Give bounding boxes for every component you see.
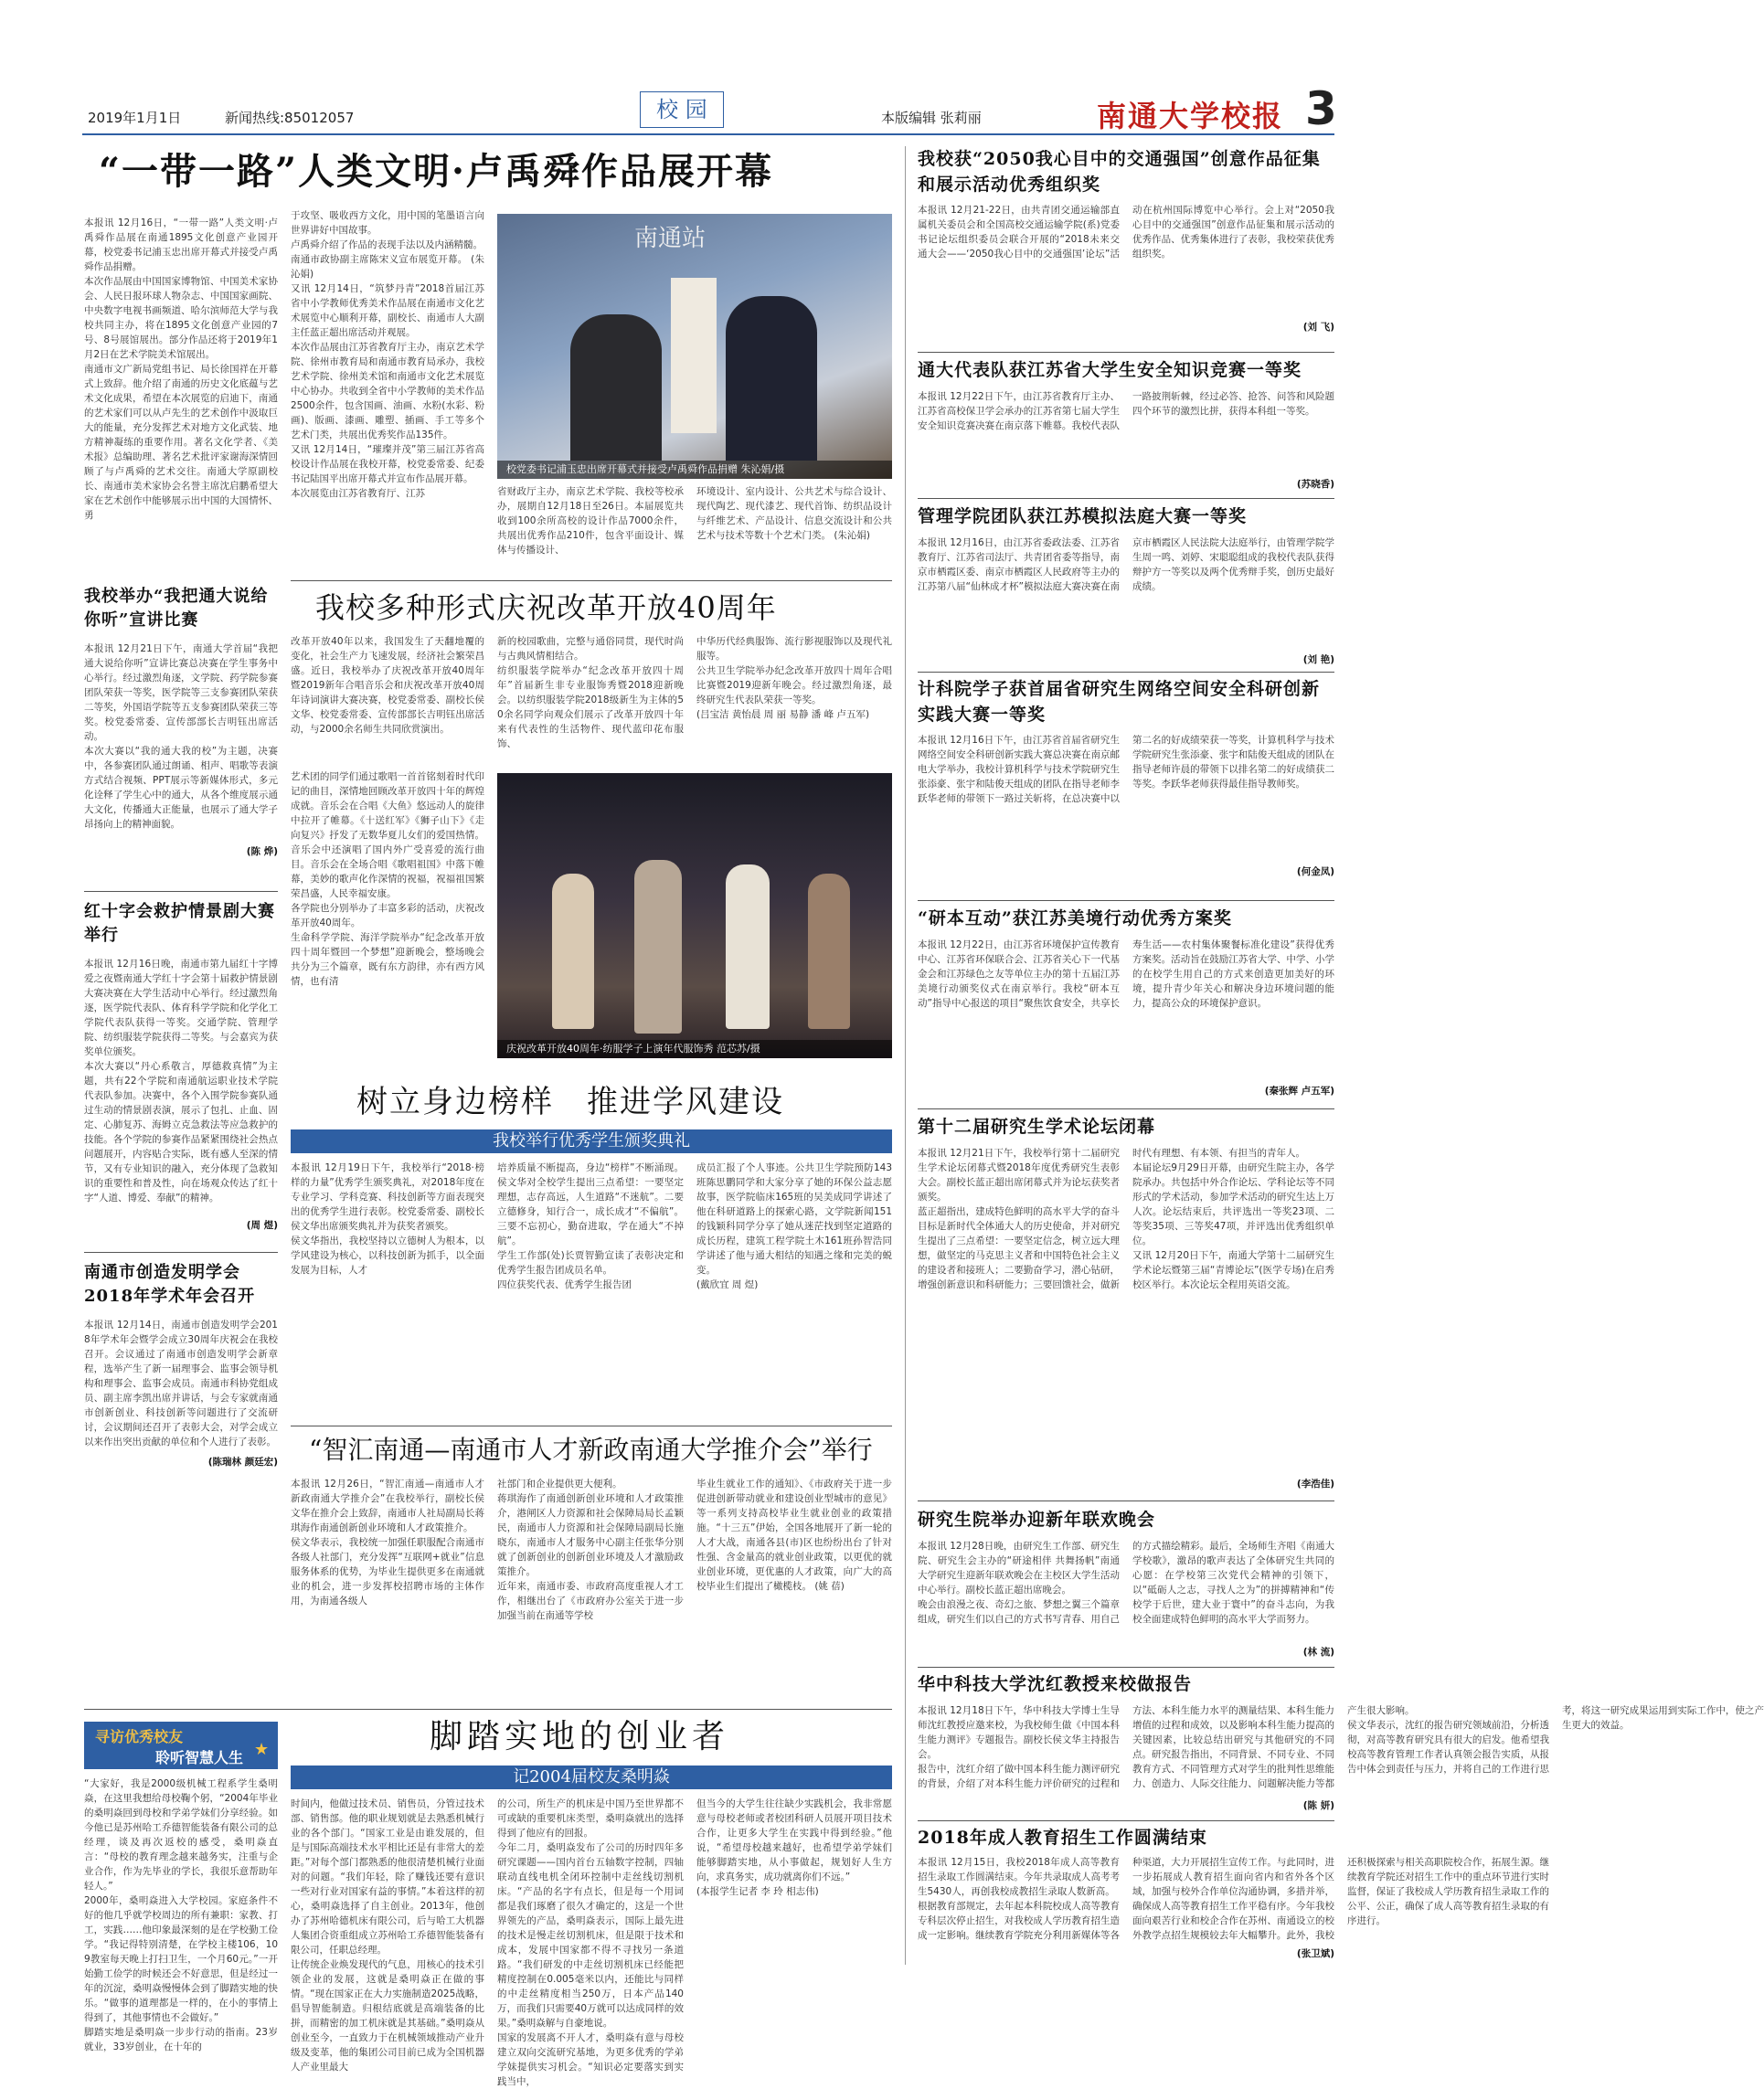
lecture-article: [918, 1670, 1764, 1817]
banner-top: 寻访优秀校友: [95, 1728, 184, 1745]
article-byline: (陈 妍): [1302, 1800, 1334, 1811]
party-article: [918, 1506, 1334, 1663]
divider: [291, 580, 892, 581]
divider: [918, 352, 1334, 353]
page-header: [0, 0, 1411, 137]
divider: [918, 1820, 1334, 1821]
expo-col-3: 省财政厅主办，南京艺术学院、我校等校承办，展期自12月18日至26日。本届展览共收到100余所高校的设计作品7000余件，共展出优秀作品210件，包含平面设计、媒体与传播设计、: [497, 486, 684, 556]
article-title: 研究生院举办迎新年联欢晚会: [918, 1510, 1156, 1530]
article-body: 本报讯 12月22日下午，由江苏省教育厅主办、江苏省高校保卫学会承办的江苏省第七届大学生安全知识竞赛决赛在南京落下帷幕。我校代表队一路披荆斩棘，经过必答、抢答、问答和风险题四个环节的激烈比拼，获得本科组一等奖。: [918, 391, 1334, 431]
article-body: 本报讯 12月14日，南通市创造发明学会2018年学术年会暨学会成立30周年庆祝会在我校召开。会议通过了南通市创造发明学会新章程，选举产生了新一届理事会、监事会领导机构和理事会、监事会成员。南通市科协党组成员、副主席李凯出席并讲话，与会专家就南通市创新创业、科技创新等问题进行了交流研讨，会议期间还召开了表彰大会，对学会成立以来作出突出贡献的单位和个人进行了表彰。: [84, 1320, 278, 1447]
traffic-article: [918, 146, 1334, 349]
article-byline: (苏晓香): [1296, 479, 1334, 490]
divider: [918, 672, 1334, 673]
entrepreneur-col-1: “大家好，我是2000级机械工程系学生桑明焱，在这里我想给母校鞠个躬，“2004年毕业的桑明焱回到母校和学弟学妹们分享经验。如今他已是苏州哈工乔德智能装备有限公司的总经理，谈及再次返校的感受，桑明焱直言：“母校的教育理念越来越务实，注重与企业合作，作为先毕业的学长，我很乐意帮助年轻人。” 2000年，桑明焱进入大学校园。家庭条件不好的他几乎就学校周边的所有兼职：家教、打工，实践……他印象最深刻的是在学校勤工俭学。“我记得特别清楚，在学校主楼106，109教室每天晚上打扫卫生，一个月60元。”一开始勤工俭学的时候还会不好意思，但是经过一年的沉淀，桑明焱慢慢体会到了脚踏实地的快乐。“做事的道理都是一样的，在小的事情上得到了，其他事情也不会做好。” 脚踏实地是桑明焱一步步行动的指南。23岁就业，33岁创业，在十年的: [84, 1778, 278, 2052]
article-byline: (林 流): [1302, 1647, 1334, 1658]
news-hotline: 新闻热线:85012057: [225, 110, 355, 126]
expo-headline: “一带一路”人类文明·卢禹舜作品展开幕: [99, 150, 773, 193]
cyber-article: [918, 676, 1334, 905]
article-body: 本报讯 12月16日晚，南通市第九届红十字博爱之夜暨南通大学红十字会第十届救护情景剧大赛决赛在大学生活动中心举行。经过激烈角逐，医学院代表队、体育科学学院和化学化工学院代表队获得一等奖。交通学院、管理学院、纺织服装学院获得二等奖。与会嘉宾为获奖单位颁奖。 本次大赛以“丹心系敬言，厚德救真情”为主题，共有22个学院和南通航运职业技术学院代表队参加。决赛中，各个入围学院参赛队通过生动的情景剧表演，展示了包扎、止血、固定、心肺复苏、海姆立克急救法等应急救护的技能。各个学院的参赛作品紧紧围绕社会热点问题展开，内容贴合实际，既有感人至深的情节，又有专业知识的融入，充分体现了急救知识的重要性和普及性，向在场观众传达了红十字“人道、博爱、奉献”的精神。: [84, 959, 278, 1204]
reform-col-1: 改革开放40年以来，我国发生了天翻地覆的变化，社会生产力飞速发展，经济社会繁荣昌盛。近日，我校举办了庆祝改革开放40周年暨2019新年合唱音乐会和庆祝改革开放40周年诗词演讲大赛决赛，校党委常委、副校长侯文华、校党委常委、宣传部部长吉明钰出席活动，与2000余名师生共同欣赏演出。: [291, 636, 484, 735]
awards-col-1: 本报讯 12月19日下午，我校举行“2018·榜样的力量”优秀学生颁奖典礼，对2018年度在专业学习、学科竞赛、科技创新等方面表现突出的优秀学生进行表彰。校党委常委、副校长侯文华出席颁奖典礼并为获奖者颁奖。 侯文华指出，我校坚持以立德树人为根本，以学风建设为核心，以科技创新为抓手，以全面发展为目标，人才: [291, 1162, 484, 1276]
speech-contest-article: [84, 585, 278, 882]
reform-col-2: 艺术团的同学们通过歌唱一首首铭刻着时代印记的曲目，深情地回顾改革开放四十年的辉煌成就。音乐会在合唱《大鱼》悠远动人的旋律中拉开了帷幕。《十送红军》《狮子山下》《走向复兴》抒发了无数华夏儿女们的爱国热情。音乐会中还演唱了国内外广受喜爱的流行曲目。音乐会在全场合唱《歌唱祖国》中落下帷幕，美妙的歌声化作深情的祝福，祝福祖国繁荣昌盛，人民幸福安康。 各学院也分别举办了丰富多彩的活动，庆祝改革开放40周年。 生命科学学院、海洋学院举办“纪念改革开放四十周年暨回一个梦想”迎新晚会，整场晚会共分为三个篇章，既有东方韵律，亦有西方风情，也有清: [291, 771, 484, 987]
entrepreneur-col-2: 时间内，他做过技术员、销售员，分管过技术部、销售部。他的职业规划就是去熟悉机械行业的各个部门。“国家工业是由谁发展的，但是与国际高端技术水平相比还是有非常大的差距。”对每个部门都熟悉的他很清楚机械行业面对的问题。“我们年轻，除了赚钱还要有意识一些对行业对国家有益的事情。”本着这样的初心，桑明焱选择了自主创业。2013年，他创办了苏州哈德机床有限公司，后与哈工大机器人集团合资重组成立苏州哈工乔德智能装备有限公司，任职总经理。 让传统企业焕发现代的气息，用核心的技术引领企业的发展，这就是桑明焱正在做的事情。“现在国家正在大力实施制造2025战略，倡导智能制造。归根结底就是高端装备的比拼，而精密的加工机床就是其基础。”桑明焱从创业至今，一直致力于在机械领域推动产业升级及变革，他的集团公司目前已成为全国机器人产业里最大: [291, 1798, 484, 2073]
entrepreneur-headline: 脚踏实地的创业者: [430, 1718, 730, 1755]
reform-col-3: 新的校园歌曲，完整与通俗同贯，现代时尚与古典风情相结合。 纺织服装学院举办“纪念改革开放四十周年”首届新生非专业服饰秀暨2018迎新晚会。以纺织服装学院2018级新生为主体的50余名同学向观众们展示了改革开放四十年来有代表性的生活物件、现代蓝印花布服饰、: [497, 636, 684, 749]
article-body: 本报讯 12月28日晚，由研究生工作部、研究生院、研究生会主办的“研途相伴 共舞扬帆”南通大学研究生迎新年联欢晚会在主校区大学生活动中心举行。副校长蓝正超出席晚会。 晚会由浪漫之夜、奇幻之旅、梦想之翼三个篇章组成，研究生们以自己的方式书写青春、用自己的方式描绘精彩。最后，全场师生齐唱《南通大学校歌》，激昂的歌声表达了全体研究生共同的心愿：在学校第三次党代会精神的引领下，以“砥砺人之志，寻找人之为”的拼搏精神和“传校学于后世，建大业于寰中”的奋斗志向，为我校全面建成特色鲜明的高水平大学而努力。: [918, 1541, 1334, 1625]
article-title: 通大代表队获江苏省大学生安全知识竞赛一等奖: [918, 360, 1302, 380]
talent-headline: “智汇南通—南通市人才新政南通大学推介会”举行: [309, 1435, 873, 1465]
article-byline: (陈瑞林 颜廷宏): [207, 1457, 278, 1468]
article-body: 本报讯 12月21日下午，南通大学首届“我把通大说给你听”宣讲比赛总决赛在学生事务中心举行。经过激烈角逐，文学院、药学院参赛团队荣获一等奖，医学院等三支参赛团队荣获二等奖，外国语学院等五支参赛团队荣获三等奖。校党委常委、宣传部部长吉明钰出席活动。 本次大赛以“我的通大我的校”为主题，决赛中，各参赛团队通过朗诵、相声、唱歌等表演方式结合视频、PPT展示等新媒体形式，多元化诠释了学生心中的通大，从各个维度展示通大文化，传播通大正能量，也展示了通大学子昂扬向上的精神面貌。: [84, 643, 278, 830]
talent-col-1: 本报讯 12月26日，“智汇南通—南通市人才新政南通大学推介会”在我校举行，副校长侯文华在推介会上致辞，南通市人社局副局长蒋琪海作南通创新创业环境和人才政策推介。 侯文华表示，我校统一加强任职服配合南通市各级人社部门，充分发挥“互联网+就业”信息服务体系的优势，为毕业生提供更多在南通就业的机会，进一步发挥校招聘市场的主体作用，为南通各级人: [291, 1479, 484, 1607]
expo-photo: [497, 214, 892, 479]
article-byline: (周 煜): [246, 1220, 278, 1231]
divider: [918, 1108, 1334, 1109]
photo-caption: 庆祝改革开放40周年·纺服学子上演年代服饰秀 范芯苏/摄: [497, 1040, 892, 1058]
article-body: 本报讯 12月18日下午，华中科技大学博士生导师沈红教授应邀来校，为我校师生做《中国本科生能力测评》专题报告。副校长侯文华主持报告会。 报告中，沈红介绍了做中国本科生能力测评研究的背景，介绍了对本科生能力评价研究的过程和方法、本科生能力水平的测量结果、本科生能力增值的过程和成效，以及影响本科生能力提高的关键因素，比较总结出研究与其他研究的不同点。研究报告指出，不同背景、不同专业、不同教育方式、不同管理方式对学生的批判性思维能力、创造力、人际交往能力、问题解决能力等都产生很大影响。 侯文华表示，沈红的报告研究领域前沿，分析透彻，对高等教育研究具有很大的启发。他希望我校高等教育管理工作者认真领会报告实质，从报告中体会到责任与压力，并将自己的工作进行思考，将这一研究成果运用到实际工作中，使之产生更大的效益。: [918, 1705, 1764, 1789]
entrepreneur-col-4: 但当今的大学生往往缺少实践机会，我非常愿意与母校老师或者校团科研人员展开项目技术合作，让更多大学生在实践中得到经验。”他说，“希望母校越来越好，也希望学弟学妹们能够脚踏实地，从小事做起，规划好人生方向，求真务实，成功就离你们不远。” (本报学生记者 李 玲 相志伟): [696, 1798, 892, 1897]
header-rule: [82, 133, 1334, 135]
article-title: 2018年成人教育招生工作圆满结束: [918, 1828, 1207, 1848]
paper-name: 南通大学校报: [1097, 99, 1284, 133]
scroll: [671, 278, 717, 433]
page-number: 3: [1305, 82, 1337, 135]
article-title: 南通市创造发明学会2018年学术年会召开: [84, 1263, 256, 1306]
person-left: [570, 314, 662, 461]
article-byline: (秦张辉 卢五军): [1264, 1086, 1334, 1097]
banner-bottom: 聆听智慧人生: [155, 1749, 244, 1766]
awards-headline: 树立身边榜样 推进学风建设: [356, 1084, 784, 1120]
article-body: 本报讯 12月15日，我校2018年成人高等教育招生录取工作圆满结束。今年共录取成人高考考生5430人，再创我校成教招生录取人数新高。 根据教育部规定，去年起本科院校成人高等教育专科层次停止招生，对我校成人学历教育招生造成一定影响。继续教育学院充分利用新媒体等各种渠道，大力开展招生宣传工作。与此同时，进一步拓展成人教育招生面向省内和省外各个区域，加强与校外合作单位沟通协调，多措并举，确保成人高等教育招生工作平稳有序。今年我校面向艰苦行业和校企合作在苏州、南通设立的校外教学点招生规模较去年大幅攀升。此外，我校还积极探索与相关高职院校合作，拓展生源。继续教育学院还对招生工作中的重点环节进行实时监督，保证了我校成人学历教育招生录取工作的公平、公正，确保了成人高等教育招生录取的有序进行。: [918, 1857, 1549, 1941]
awards-col-2: 培养质量不断提高，身边“榜样”不断涌现。侯文华对全校学生提出三点希望：一要坚定理想，志存高远，人生道路“不迷航”。二要立德修身，知行合一，成长成才“不偏航”。三要不忘初心，勤奋进取，学在通大“不掉航”。 学生工作部(处)长贾智勤宣读了表彰决定和优秀学生报告团成员名单。 四位获奖代表、优秀学生报告团: [497, 1162, 684, 1290]
fashion-show-photo: [497, 773, 892, 1058]
model: [634, 860, 682, 1034]
article-title: 华中科技大学沈红教授来校做报告: [918, 1674, 1193, 1694]
person-right: [726, 296, 817, 461]
article-byline: (陈 烨): [246, 846, 278, 857]
article-body: 本报讯 12月21-22日，由共青团交通运输部直属机关委员会和全国高校交通运输学院(系)党委书记论坛组织委员会联合开展的“2018未来交通大会——‘2050我心目中的交通强国’论坛”活动在杭州国际博览中心举行。会上对“2050我心目中的交通强国”创意作品征集和展示活动的优秀作品、优秀集体进行了表彰，我校荣获优秀组织奖。: [918, 205, 1334, 260]
expo-col-4: 环境设计、室内设计、公共艺术与综合设计、现代陶艺、现代漆艺、现代首饰、纺织品设计与纤维艺术、产品设计、信息交流设计和公共艺术与技术等数十个艺术门类。 (朱沁娟): [696, 486, 892, 541]
article-byline: (张卫斌): [1296, 1948, 1334, 1959]
page-editor: 本版编辑 张莉丽: [881, 110, 982, 126]
article-title: “研本互动”获江苏美境行动优秀方案奖: [918, 908, 1232, 928]
article-byline: (李浩佳): [1296, 1479, 1334, 1490]
article-title: 红十字会救护情景剧大赛举行: [84, 902, 275, 945]
article-byline: (刘 艳): [1302, 654, 1334, 665]
reform-headline: 我校多种形式庆祝改革开放40周年: [315, 590, 777, 625]
article-body: 本报讯 12月22日，由江苏省环境保护宣传教育中心、江苏省环保联合会、江苏省关心下一代基金会和江苏绿色之友等单位主办的第十五届江苏美境行动颁奖仪式在南京举行。我校“研本互动”指导中心报送的项目“聚焦饮食安全，共享长寿生活——农村集体聚餐标准化建设”获得优秀方案奖。活动旨在鼓励江苏省大学、中学、小学的在校学生用自己的方式来创造更加美好的环境，提升青少年关心和解决身边环境问题的能力，提高公众的环境保护意识。: [918, 939, 1334, 1009]
creation-society-article: [84, 1261, 278, 1480]
awards-subtitle: 我校举行优秀学生颁奖典礼: [291, 1129, 892, 1153]
star-icon: ★: [254, 1740, 270, 1759]
talent-col-3: 毕业生就业工作的通知》、《市政府关于进一步促进创新带动就业和建设创业型城市的意见》等一系列支持高校毕业生就业创业的政策措施。“十三五”伊始，全国各地展开了新一轮的人才大战，南通各县(市)区也纷纷出台了针对性强、含金量高的就业创业政策，以更优的就业创业环境，更优惠的人才政策，向广大的高校毕业生们提出了橄榄枝。 (姚 蓓): [696, 1479, 892, 1592]
entrepreneur-subtitle: 记2004届校友桑明焱: [291, 1766, 892, 1789]
divider: [84, 1709, 892, 1710]
article-byline: (何金凤): [1296, 866, 1334, 877]
article-title: 管理学院团队获江苏模拟法庭大赛一等奖: [918, 506, 1248, 526]
article-title: 计科院学子获首届省研究生网络空间安全科研创新实践大赛一等奖: [918, 679, 1321, 725]
environment-article: [918, 905, 1334, 1104]
divider: [84, 1252, 278, 1253]
divider: [918, 900, 1334, 901]
article-body: 本报讯 12月21日下午，我校举行第十二届研究生学术论坛闭幕式暨2018年度优秀研究生表彰大会。副校长蓝正超出席闭幕式并为论坛获奖者颁奖。 蓝正超指出，建成特色鲜明的高水平大学的奋斗目标是新时代全体通大人的历史使命，并对研究生提出了三点希望：一要坚定信念，树立远大理想，做坚定的马克思主义者和中国特色社会主义的建设者和接班人；二要勤奋学习，潜心钻研，增强创新意识和科研能力；三要回馈社会，做新时代有理想、有本领、有担当的青年人。 本届论坛9月29日开幕，由研究生院主办，各学院承办。共包括中外合作论坛、学科论坛等不同形式的学术活动，参加学术活动的研究生达上万人次。论坛结束后，共评选出一等奖23项、二等奖35项、三等奖47项，并评选出优秀组织单位。 又讯 12月20日下午，南通大学第十二届研究生学术论坛暨第三届“青博论坛”(医学专场)在启秀校区举行。本次论坛全程用英语交流。: [918, 1148, 1334, 1290]
talent-col-2: 社部门和企业提供更大便利。 蒋琪海作了南通创新创业环境和人才政策推介，港闸区人力资源和社会保障局局长孟颖民，南通市人力资源和社会保障局副局长施晓东，南通市人才服务中心副主任张华分别就了创新创业的创新创业环境及人才激励政策推介。 近年来，南通市委、市政府高度重视人才工作，相继出台了《市政府办公室关于进一步加强当前在南通等学校: [497, 1479, 684, 1621]
awards-col-3: 成员汇报了个人事迹。公共卫生学院预防143班陈思鹏同学和大家分享了她的环保公益志愿故事，医学院临床165班的吴美成同学讲述了他在科研道路上的探索心路，文学院新闻151的钱颖科同学分享了她从迷茫找到坚定道路的成长历程，建筑工程学院土木161班孙智浩同学讲述了他与通大相结的知遇之缘和完美的蜕变。 (戴欣宜 周 煜): [696, 1162, 892, 1290]
expo-col-2: 于攻坚、吸收西方文化，用中国的笔墨语言向世界讲好中国故事。 卢禹舜介绍了作品的表现手法以及内涵精髓。 南通市政协副主席陈宋义宣布展览开幕。 (朱沁娟) 又讯 12月14日，“筑梦丹青”2018首届江苏省中小学教师优秀美术作品展在南通市文化艺术展览中心顺利开幕，副校长、南通市人大副主任蓝正超出席活动并观展。 本次作品展由江苏省教育厅主办，南京艺术学院、徐州市教育局和南通市教育局承办，我校艺术学院、徐州美术馆和南通市文化艺术展览中心协办。共收到全省中小学教师的美术作品2500余件，包含国画、油画、水粉(水彩、粉画)、版画、漆画、雕塑、插画、手工等多个艺术门类，共展出优秀奖作品135件。 又讯 12月14日，“璀璨并茂”第三届江苏省高校设计作品展在我校开幕，校党委常委、纪委书记陆国平出席开幕式并宣布作品展开幕。 本次展览由江苏省教育厅、江苏: [291, 210, 484, 499]
reform-col-4: 中华历代经典服饰、流行影视服饰以及现代礼服等。 公共卫生学院举办纪念改革开放四十周年合唱比赛暨2019迎新年晚会。经过激烈角逐，最终研究生代表队荣获一等奖。 (吕宝洁 黄怡晨 周 丽 易静 潘 峰 卢五军): [696, 636, 892, 720]
safety-article: [918, 356, 1334, 495]
entrepreneur-col-3: 的公司，所生产的机床是中国乃至世界都不可或缺的重要机床类型，桑明焱就出的选择得到了他应有的回报。 今年二月，桑明焱发布了公司的历时四年多研究课题——国内首台五轴数字控制，四轴联动直线电机全闭环控制中走丝线切割机床。“产品的名字有点长，但是每一个用词都是我们琢磨了很久才确定的，这是一个世界领先的产品，桑明焱表示，国际上最先进的技术是慢走丝切割机床，但是限于技术和成本，发展中国家都不得不寻找另一条道路。“我们研发的中走丝切割机床已经能把精度控制在0.005毫米以内，还能比与同样的中走丝精度相当250万，日本产品140万，而我们只需要40万就可以达成同样的效果。”桑明焱解与自豪地说。 国家的发展离不开人才，桑明焱有意与母校建立双向交流研究基地，为更多优秀的学弟学妹提供实习机会。“知识必定要落实到实践当中，: [497, 1798, 684, 2087]
divider: [84, 891, 278, 892]
section-label: 校 园: [640, 91, 724, 128]
issue-date: 2019年1月1日: [88, 110, 182, 126]
divider: [918, 1667, 1334, 1668]
redcross-article: [84, 900, 278, 1243]
article-title: 我校获“2050我心目中的交通强国”创意作品征集和展示活动优秀组织奖: [918, 149, 1321, 195]
alumni-banner: [84, 1722, 278, 1769]
model: [808, 874, 850, 1029]
expo-col-1: 本报讯 12月16日，“一带一路”人类文明·卢禹舜作品展在南通1895文化创意产业园开幕，校党委书记浦玉忠出席开幕式并接受卢禹舜作品捐赠。 本次作品展由中国国家博物馆、中国美术家协会、人民日报环球人物杂志、中国国家画院、中央数字电视书画频道、哈尔滨师范大学与我校共同主办，将在1895文化创意产业园的7号、8号展馆展出。部分作品还将于2019年1月2日在艺术学院美术馆展出。 南通市文广新局党组书记、局长徐国祥在开幕式上致辞。他介绍了南通的历史文化底蕴与艺术文化成果，希望在本次展览的启迪下，南通的艺术家们可以从卢先生的艺术创作中汲取巨大的能量，充分发挥艺术对地方文化武装、地方精神凝练的重要作用。著名文化学者、《美术报》总编助理、著名艺术批评家谢海深情回顾了与卢禹舜的艺术交往。南通大学原副校长、南通市美术家协会名誉主席沈启鹏希望大家在艺术创作中能够展示出中国的大国情怀、勇: [84, 217, 278, 521]
column-rule: [905, 146, 906, 1965]
divider: [918, 1500, 1334, 1501]
banner-text: 南通站: [634, 225, 707, 252]
model: [552, 874, 594, 1029]
law-article: [918, 503, 1334, 685]
divider: [918, 498, 1334, 499]
adult-education-article: [918, 1824, 1549, 1963]
article-body: 本报讯 12月16日，由江苏省委政法委、江苏省教育厅、江苏省司法厅、共青团省委等指导，南京市栖霞区委、南京市栖霞区人民政府等主办的江苏第八届“仙林成才杯”模拟法庭大赛决赛在南京市栖霞区人民法院大法庭举行，由管理学院学生周一鸣、刘婷、宋聪聪组成的我校代表队获得辩护方一等奖以及两个优秀辩手奖，创历史最好成绩。: [918, 537, 1334, 592]
article-title: 第十二届研究生学术论坛闭幕: [918, 1117, 1156, 1137]
article-byline: (刘 飞): [1302, 322, 1334, 333]
model: [726, 864, 770, 1029]
article-title: 我校举办“我把通大说给你听”宣讲比赛: [84, 587, 269, 630]
photo-caption: 校党委书记浦玉忠出席开幕式并接受卢禹舜作品捐赠 朱沁娟/摄: [497, 461, 892, 479]
article-body: 本报讯 12月16日下午，由江苏省首届省研究生网络空间安全科研创新实践大赛总决赛在南京邮电大学举办，我校计算机科学与技术学院研究生张添豪、张宇和陆俊天组成的团队在指导老师李跃华老师的带领下一路过关斩将，在总决赛中以第二名的好成绩荣获一等奖，计算机科学与技术学院研究生张添豪、张宇和陆俊天组成的团队在指导老师许晨的带领下以排名第二的好成绩获二等奖。李跃华老师获得最佳指导教师奖。: [918, 735, 1334, 804]
forum-article: [918, 1113, 1334, 1497]
